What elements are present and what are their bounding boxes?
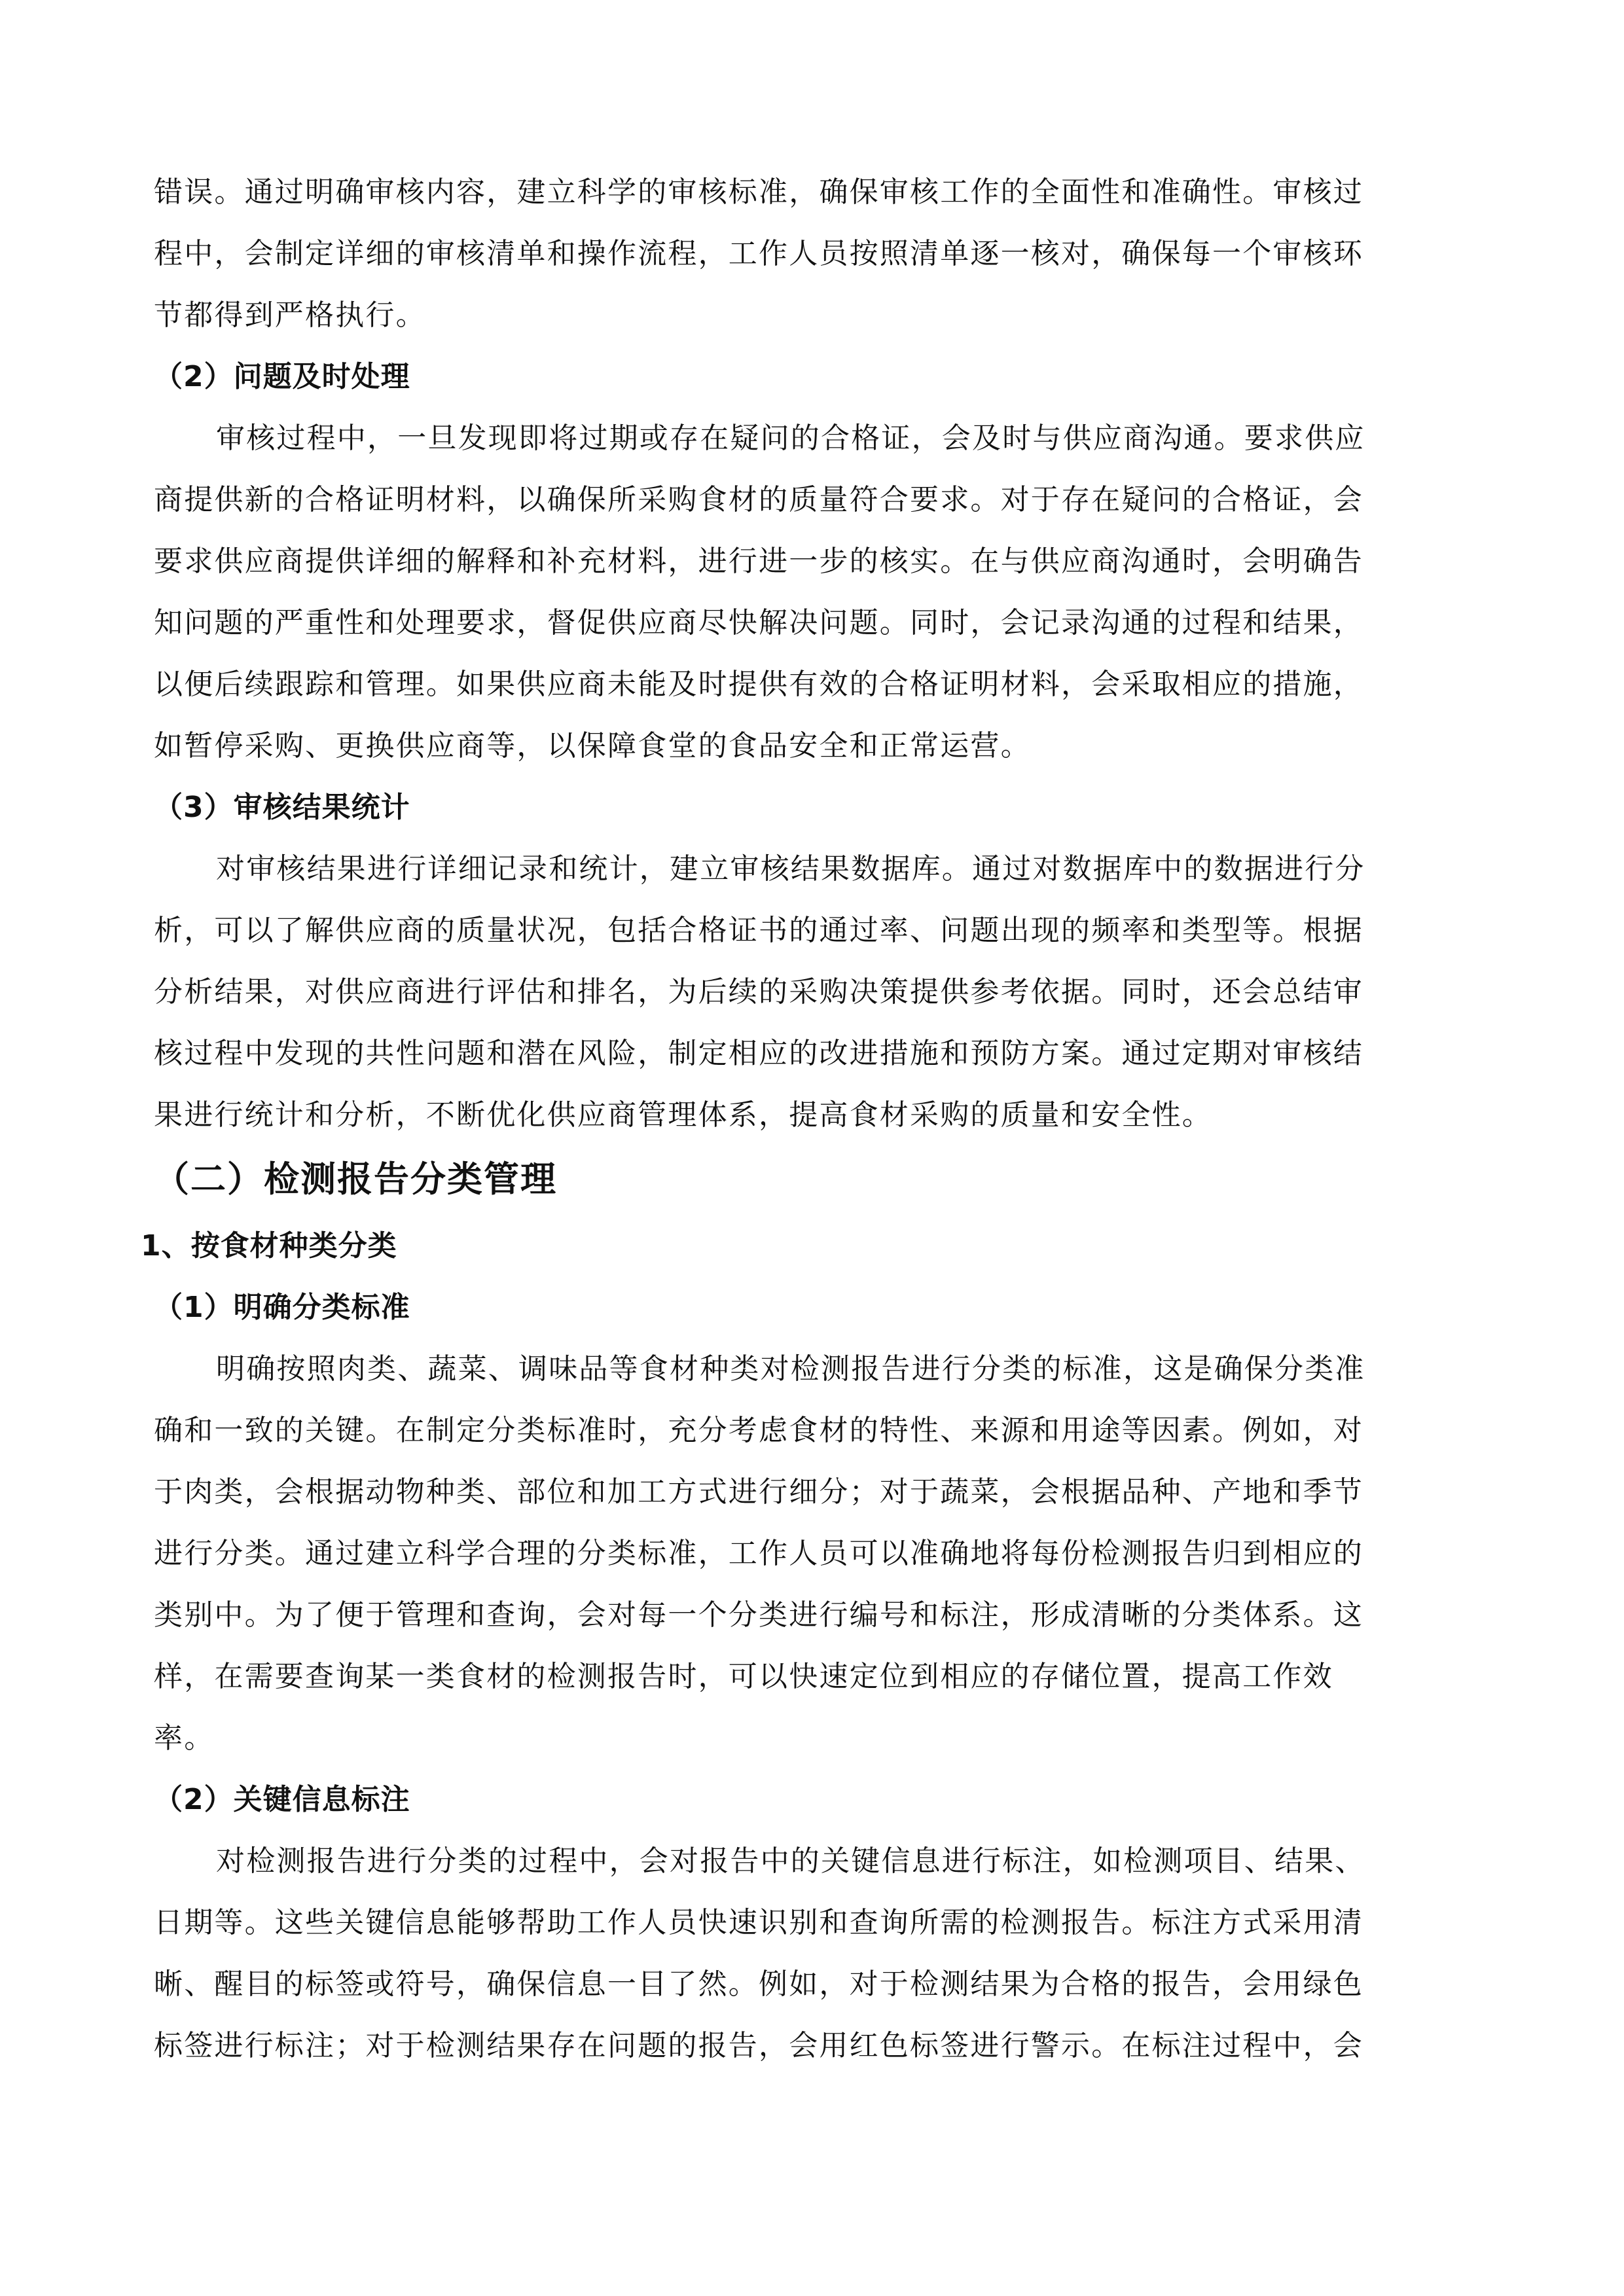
paragraph-audit-statistics	[154, 850, 1470, 1134]
text-line: 明确按照肉类、蔬菜、调味品等食材种类对检测报告进行分类的标准，这是确保分类准	[216, 1352, 1365, 1386]
document-page	[141, 173, 1470, 2089]
paragraph-timely-handling	[154, 420, 1470, 765]
text-line: 对审核结果进行详细记录和统计，建立审核结果数据库。通过对数据库中的数据进行分	[216, 852, 1365, 886]
numbered-heading-by-food-type: 1、按食材种类分类	[141, 1229, 397, 1263]
paragraph-classification-standard	[154, 1350, 1470, 1757]
paragraph-key-info-annotation	[154, 1842, 1470, 2065]
text-line: 样，在需要查询某一类食材的检测报告时，可以快速定位到相应的存储位置，提高工作效	[154, 1660, 1333, 1693]
text-line: 对检测报告进行分类的过程中，会对报告中的关键信息进行标注，如检测项目、结果、	[216, 1844, 1365, 1878]
subheading-classification-standard: （1）明确分类标准	[154, 1291, 410, 1324]
text-line: 审核过程中，一旦发现即将过期或存在疑问的合格证，会及时与供应商沟通。要求供应	[216, 422, 1365, 455]
text-line: 商提供新的合格证明材料，以确保所采购食材的质量符合要求。对于存在疑问的合格证，会	[154, 483, 1363, 516]
subheading-timely-handling: （2）问题及时处理	[154, 360, 410, 393]
text-line: 分析结果，对供应商进行评估和排名，为后续的采购决策提供参考依据。同时，还会总结审	[154, 975, 1363, 1009]
subheading-key-info-annotation: （2）关键信息标注	[154, 1783, 410, 1816]
text-line: 于肉类，会根据动物种类、部位和加工方式进行细分；对于蔬菜，会根据品种、产地和季节	[154, 1475, 1363, 1509]
text-line: 要求供应商提供详细的解释和补充材料，进行进一步的核实。在与供应商沟通时，会明确告	[154, 545, 1363, 578]
section-heading-report-classification: （二）检测报告分类管理	[154, 1158, 557, 1200]
text-line: 错误。通过明确审核内容，建立科学的审核标准，确保审核工作的全面性和准确性。审核过	[154, 175, 1363, 209]
subheading-audit-statistics: （3）审核结果统计	[154, 791, 410, 824]
paragraph-audit-content-continued	[154, 173, 1470, 334]
text-line: 进行分类。通过建立科学合理的分类标准，工作人员可以准确地将每份检测报告归到相应的	[154, 1537, 1363, 1570]
text-line: 晰、醒目的标签或符号，确保信息一目了然。例如，对于检测结果为合格的报告，会用绿色	[154, 1967, 1363, 2001]
text-line: 节都得到严格执行。	[154, 298, 426, 332]
text-line: 确和一致的关键。在制定分类标准时，充分考虑食材的特性、来源和用途等因素。例如，对	[154, 1414, 1363, 1447]
text-line: 程中，会制定详细的审核清单和操作流程，工作人员按照清单逐一核对，确保每一个审核环	[154, 237, 1363, 270]
text-line: 类别中。为了便于管理和查询，会对每一个分类进行编号和标注，形成清晰的分类体系。这	[154, 1598, 1363, 1632]
text-line: 以便后续跟踪和管理。如果供应商未能及时提供有效的合格证明材料，会采取相应的措施，	[154, 668, 1363, 701]
text-line: 果进行统计和分析，不断优化供应商管理体系，提高食材采购的质量和安全性。	[154, 1098, 1212, 1132]
text-line: 核过程中发现的共性问题和潜在风险，制定相应的改进措施和预防方案。通过定期对审核结	[154, 1037, 1363, 1070]
text-line: 日期等。这些关键信息能够帮助工作人员快速识别和查询所需的检测报告。标注方式采用清	[154, 1906, 1363, 1939]
text-line: 率。	[154, 1721, 215, 1755]
text-line: 标签进行标注；对于检测结果存在问题的报告，会用红色标签进行警示。在标注过程中，会	[154, 2029, 1363, 2062]
text-line: 知问题的严重性和处理要求，督促供应商尽快解决问题。同时，会记录沟通的过程和结果，	[154, 606, 1363, 639]
text-line: 析，可以了解供应商的质量状况，包括合格证书的通过率、问题出现的频率和类型等。根据	[154, 914, 1363, 947]
text-line: 如暂停采购、更换供应商等，以保障食堂的食品安全和正常运营。	[154, 729, 1031, 762]
